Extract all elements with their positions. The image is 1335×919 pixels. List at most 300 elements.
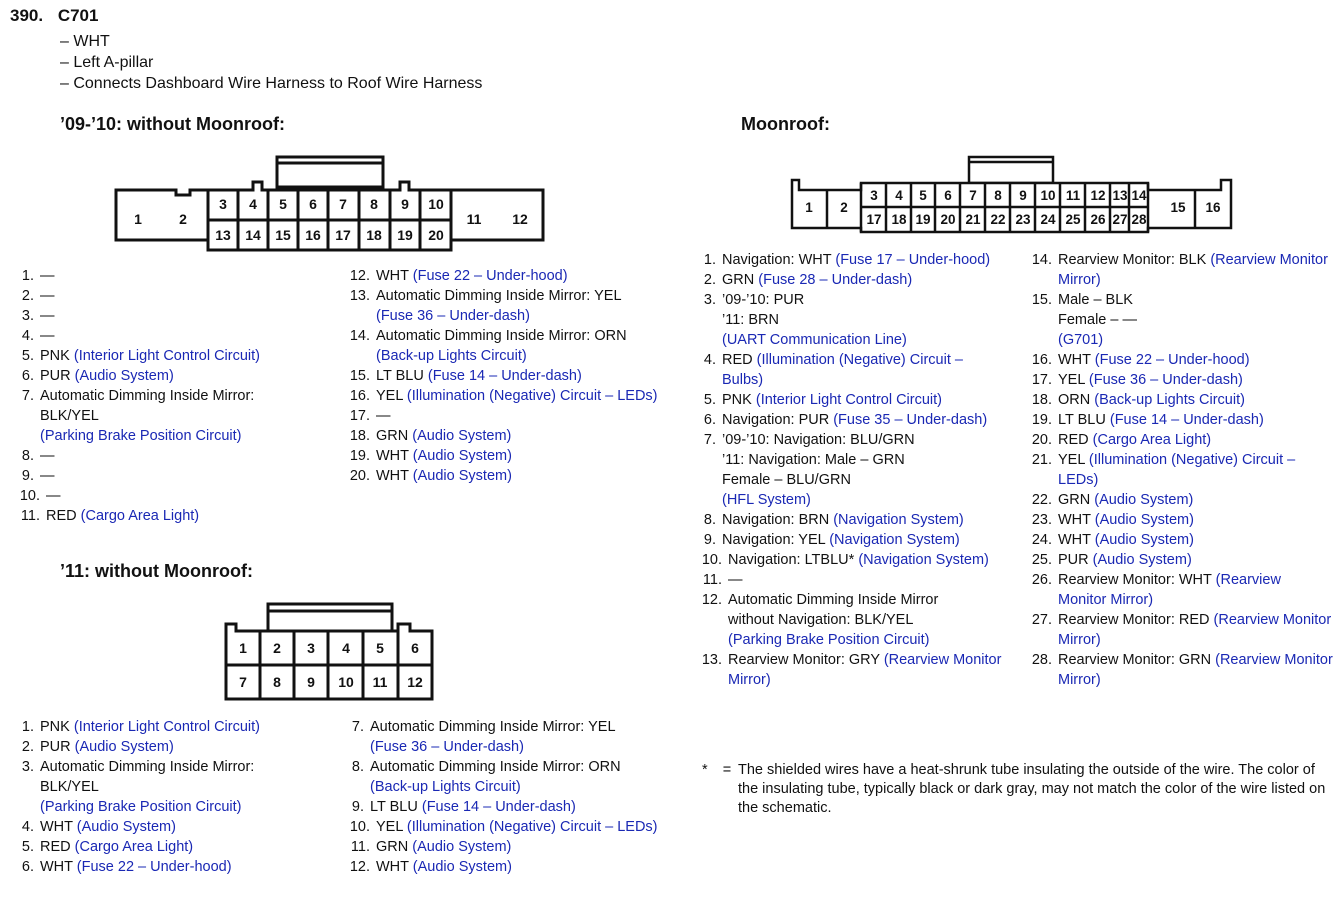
circuit-reference: (Fuse 14 – Under-dash) [421,799,576,815]
pin-description [1058,350,1250,370]
circuit-reference: (Audio System) [1094,512,1194,528]
pin-number: 8. [703,512,716,528]
pin-label: 9 [307,674,315,690]
pin-description [40,817,176,837]
wire-color: PUR [1058,552,1089,568]
pin-description [728,650,1008,690]
pin-list-item [336,797,676,817]
pin-label: 2 [179,211,187,227]
pin-label: 11 [466,211,482,227]
pin-label: 25 [1065,212,1081,227]
wire-color: WHT [1058,532,1091,548]
pin-description [370,757,621,797]
header-details [60,31,482,94]
pin-list-item [336,757,676,797]
pin-list-item [688,270,1008,290]
pin-label: 3 [870,188,878,203]
wire-color: Rearview Monitor: GRN [1058,652,1212,668]
circuit-reference: (Cargo Area Light) [1092,432,1212,448]
pin-list-item [6,757,326,817]
pin-description [376,837,511,857]
pin-list-item [6,266,326,286]
pin-description [1058,510,1194,530]
pin-number: 13. [349,288,370,304]
pin-number: 16. [349,388,370,404]
pin-label: 16 [305,227,321,243]
wire-color: — [46,488,61,504]
pin-label: 10 [428,196,444,212]
wire-color: LT BLU [1058,412,1106,428]
circuit-reference: (Rearview Monitor Mirror) [1058,252,1328,288]
pin-label: 15 [1170,200,1186,215]
header-line-color: – WHT [60,33,110,50]
pin-label: 2 [840,200,848,215]
circuit-reference: (Audio System) [76,819,176,835]
wire-color: PNK [40,719,70,735]
wire-color: Automatic Dimming Inside Mirror: BLK/YEL [40,388,255,424]
circuit-reference: (Audio System) [1092,552,1192,568]
pin-description [722,270,912,290]
pin-description [722,530,960,550]
pin-list-moonroof-left [688,250,1008,690]
pin-list-item [6,286,326,306]
pin-number: 11. [20,508,40,524]
pin-list-item [1018,450,1333,490]
pin-label: 15 [275,227,291,243]
pin-number: 1. [703,252,716,268]
pin-label: 14 [245,227,261,243]
pin-number: 6. [21,368,34,384]
pin-number: 17. [1031,372,1052,388]
pin-number: 1. [21,719,34,735]
pin-list-item [336,837,676,857]
circuit-reference: (Audio System) [74,739,174,755]
pin-list-item [6,486,326,506]
pin-label: 17 [866,212,882,227]
pin-list-item [6,326,326,346]
pin-label: 14 [1131,188,1147,203]
circuit-reference: (Back-up Lights Circuit) [376,348,527,364]
pin-description [722,430,915,510]
pin-number: 11. [702,572,722,588]
pin-list-item [6,306,326,326]
pin-label: 6 [309,196,317,212]
circuit-reference: (Cargo Area Light) [74,839,194,855]
pin-number: 14. [1031,252,1052,268]
circuit-reference: (Rearview Monitor Mirror) [1058,612,1332,648]
pin-number: 12. [701,592,722,608]
pin-label: 8 [273,674,281,690]
pin-label: 3 [219,196,227,212]
pin-number: 24. [1031,532,1052,548]
pin-list-11-right [336,717,676,877]
pin-label: 5 [279,196,287,212]
pin-description [722,350,1008,390]
pin-description [40,717,260,737]
pin-list-11-left [6,717,326,877]
pin-description [1058,250,1333,290]
pin-number: 9. [703,532,716,548]
pin-description [376,426,511,446]
wire-color: Automatic Dimming Inside Mirror: BLK/YEL [40,759,255,795]
pin-description [40,757,254,817]
pin-label: 18 [366,227,382,243]
pin-label: 21 [965,212,981,227]
pin-number: 13. [701,652,722,668]
pin-description [40,286,55,306]
pin-label: 11 [372,674,388,690]
pin-description [1058,390,1245,410]
wire-color: — [376,408,391,424]
pin-number: 27. [1031,612,1052,628]
pin-list-item [6,386,326,446]
pin-description [40,326,55,346]
pin-label: 12 [1090,188,1106,203]
pin-number: 15. [1031,292,1052,308]
wire-color: RED [46,508,77,524]
pin-description [1058,450,1333,490]
wire-color: ORN [1058,392,1091,408]
circuit-reference: (Illumination (Negative) Circuit – Bulbs) [722,352,963,388]
pin-list-item [688,590,1008,650]
pin-label: 4 [342,640,350,656]
pin-number: 12. [349,859,370,875]
circuit-reference: (Navigation System) [833,512,964,528]
pin-number: 3. [21,308,34,324]
pin-description [376,366,582,386]
circuit-reference: (Audio System) [1094,492,1194,508]
circuit-reference: (Fuse 14 – Under-dash) [427,368,582,384]
pin-number: 14. [349,328,370,344]
pin-number: 22. [1031,492,1052,508]
pin-number: 7. [703,432,716,448]
pin-label: 17 [335,227,351,243]
pin-label: 6 [411,640,419,656]
pin-description [1058,650,1333,690]
pin-list-item [6,737,326,757]
pin-list-item [688,430,1008,510]
wire-color: Rearview Monitor: BLK [1058,252,1207,268]
pin-description [40,266,55,286]
pin-description [1058,490,1193,510]
pin-list-item [336,426,676,446]
pin-number: 1. [21,268,34,284]
circuit-reference: (UART Communication Line) [722,332,907,348]
pin-number: 10. [349,819,370,835]
pin-number: 3. [21,759,34,775]
pin-list-item [336,386,676,406]
wire-color: Automatic Dimming Inside Mirror: ORN [376,328,627,344]
wire-color: — [40,268,55,284]
pin-list-item [1018,530,1333,550]
pin-list-item [688,650,1008,690]
pin-number: 28. [1031,652,1052,668]
circuit-reference: (Fuse 36 – Under-dash) [376,308,530,324]
connector-0910-diagram [110,150,550,255]
pin-label: 27 [1112,212,1128,227]
pin-label: 7 [239,674,247,690]
pin-number: 21. [1031,452,1052,468]
pin-description [40,737,174,757]
pin-number: 9. [21,468,34,484]
pin-number: 4. [703,352,716,368]
circuit-reference: (Navigation System) [858,552,989,568]
pin-label: 5 [919,188,927,203]
pin-number: 12. [349,268,370,284]
pin-description [40,366,174,386]
wire-color: WHT [40,859,73,875]
circuit-reference: (Fuse 22 – Under-hood) [1094,352,1250,368]
pin-list-item [6,717,326,737]
wire-color: GRN [376,839,409,855]
wire-color: Rearview Monitor: WHT [1058,572,1212,588]
footnote-mark: * [702,762,708,778]
pin-number: 18. [349,428,370,444]
pin-description [376,266,568,286]
circuit-reference: (Interior Light Control Circuit) [73,719,261,735]
circuit-reference: (Back-up Lights Circuit) [1094,392,1245,408]
circuit-reference: (Cargo Area Light) [80,508,200,524]
wire-color: — [40,288,55,304]
pin-list-item [6,346,326,366]
pin-list-item [336,817,676,837]
pin-label: 12 [407,674,423,690]
wire-color: RED [1058,432,1089,448]
pin-number: 25. [1031,552,1052,568]
wire-color: YEL [1058,372,1085,388]
pin-list-item [336,286,676,326]
section-title-0910: ’09-’10: without Moonroof: [60,114,285,134]
pin-list-item [1018,290,1333,350]
pin-list-item [6,857,326,877]
pin-label: 6 [944,188,952,203]
wire-color: Navigation: YEL [722,532,826,548]
wire-color: ’09-’10: Navigation: BLU/GRN ’11: Navigation: Male – GRN Female – BLU/GRN [722,432,915,488]
pin-list-item [336,326,676,366]
wire-color: — [40,448,55,464]
connector-11-diagram [220,598,440,706]
pin-label: 23 [1015,212,1031,227]
pin-list-item [688,250,1008,270]
circuit-reference: (Rearview Monitor Mirror) [728,652,1002,688]
pin-list-item [1018,610,1333,650]
pin-description [1058,530,1194,550]
wire-color: Navigation: WHT [722,252,832,268]
pin-label: 18 [891,212,907,227]
circuit-reference: (Audio System) [412,428,512,444]
pin-list-item [6,506,326,526]
circuit-reference: (Illumination (Negative) Circuit – LEDs) [406,819,658,835]
circuit-reference: (Fuse 17 – Under-hood) [835,252,991,268]
pin-label: 13 [215,227,231,243]
pin-list-item [688,410,1008,430]
wire-color: — [728,572,743,588]
wire-color: Automatic Dimming Inside Mirror: YEL [376,288,622,304]
section-title-moonroof: Moonroof: [741,114,830,134]
pin-description [40,837,193,857]
wire-color: ’09-’10: PUR ’11: BRN [722,292,805,328]
circuit-reference: (Interior Light Control Circuit) [755,392,943,408]
circuit-reference: (Audio System) [412,839,512,855]
circuit-reference: (Fuse 36 – Under-dash) [370,739,524,755]
pin-number: 2. [703,272,716,288]
pin-number: 4. [21,328,34,344]
pin-label: 1 [239,640,247,656]
pin-list-item [688,510,1008,530]
pin-number: 7. [351,719,364,735]
pin-label: 19 [915,212,931,227]
pin-list-item [1018,550,1333,570]
wire-color: YEL [1058,452,1085,468]
section-title-11: ’11: without Moonroof: [60,561,253,581]
pin-list-item [1018,430,1333,450]
pin-list-item [688,550,1008,570]
pin-description [376,817,658,837]
pin-description [376,446,512,466]
circuit-reference: (HFL System) [722,492,811,508]
circuit-reference: (Fuse 22 – Under-hood) [76,859,232,875]
pin-number: 18. [1031,392,1052,408]
pin-number: 8. [351,759,364,775]
pin-label: 2 [273,640,281,656]
wire-color: LT BLU [376,368,424,384]
wire-color: RED [722,352,753,368]
pin-list-0910-left [6,266,326,526]
wire-color: LT BLU [370,799,418,815]
pin-description [376,326,627,366]
wire-color: WHT [1058,352,1091,368]
pin-list-item [336,446,676,466]
pin-label: 10 [338,674,354,690]
pin-label: 1 [805,200,813,215]
circuit-reference: (Rearview Monitor Mirror) [1058,652,1333,688]
pin-description [728,550,989,570]
pin-list-item [1018,650,1333,690]
circuit-reference: (Parking Brake Position Circuit) [40,428,242,444]
pin-list-item [1018,370,1333,390]
pin-label: 9 [1019,188,1027,203]
pin-list-moonroof-right [1018,250,1333,690]
wire-color: — [40,468,55,484]
pin-label: 13 [1112,188,1128,203]
pin-number: 26. [1031,572,1052,588]
pin-label: 5 [376,640,384,656]
pin-label: 20 [428,227,444,243]
wire-color: Rearview Monitor: GRY [728,652,880,668]
pin-label: 20 [940,212,956,227]
pin-description [376,286,622,326]
pin-label: 1 [134,211,142,227]
wire-color: Automatic Dimming Inside Mirror: YEL [370,719,616,735]
pin-description [728,590,938,650]
pin-number: 23. [1031,512,1052,528]
circuit-reference: (Back-up Lights Circuit) [370,779,521,795]
pin-description [722,250,990,270]
circuit-reference: (Fuse 14 – Under-dash) [1109,412,1264,428]
circuit-reference: (Fuse 28 – Under-dash) [758,272,913,288]
pin-list-item [1018,510,1333,530]
pin-number: 6. [703,412,716,428]
pin-label: 16 [1205,200,1221,215]
pin-description [722,510,964,530]
wire-color: — [40,328,55,344]
pin-description [1058,610,1333,650]
pin-label: 8 [370,196,378,212]
pin-description [46,486,61,506]
pin-list-item [688,570,1008,590]
pin-description [728,570,743,590]
footnote [702,761,1328,818]
pin-number: 5. [21,348,34,364]
pin-label: 7 [339,196,347,212]
circuit-reference: (G701) [1058,332,1104,348]
wire-color: PNK [722,392,752,408]
pin-number: 19. [1031,412,1052,428]
circuit-reference: (Fuse 35 – Under-dash) [833,412,988,428]
wire-color: YEL [376,388,403,404]
wire-color: WHT [376,448,409,464]
pin-label: 9 [401,196,409,212]
pin-list-item [688,350,1008,390]
circuit-reference: (Audio System) [412,859,512,875]
pin-list-item [688,290,1008,350]
pin-label: 19 [397,227,413,243]
pin-description [46,506,199,526]
pin-label: 22 [990,212,1006,227]
pin-number: 2. [21,739,34,755]
wire-color: Navigation: PUR [722,412,830,428]
pin-description [370,797,576,817]
wire-color: WHT [376,859,409,875]
pin-list-item [6,446,326,466]
wire-color: RED [40,839,71,855]
pin-number: 11. [350,839,370,855]
pin-list-item [1018,250,1333,290]
pin-list-item [336,266,676,286]
wire-color: PNK [40,348,70,364]
wire-color: YEL [376,819,403,835]
wire-color: — [40,308,55,324]
pin-description [1058,570,1333,610]
pin-list-item [1018,490,1333,510]
pin-description [376,466,512,486]
pin-number: 19. [349,448,370,464]
pin-number: 6. [21,859,34,875]
pin-description [40,346,260,366]
circuit-reference: (Parking Brake Position Circuit) [40,799,242,815]
pin-description [1058,430,1211,450]
wire-color: WHT [376,268,409,284]
pin-list-item [6,466,326,486]
pin-description [722,290,907,350]
pin-description [40,466,55,486]
pin-list-item [1018,350,1333,370]
wire-color: WHT [40,819,73,835]
pin-number: 20. [1031,432,1052,448]
pin-list-item [1018,410,1333,430]
circuit-reference: (Parking Brake Position Circuit) [728,632,930,648]
circuit-reference: (Illumination (Negative) Circuit – LEDs) [1058,452,1296,488]
pin-description [370,717,616,757]
pin-description [722,390,942,410]
pin-label: 4 [895,188,903,203]
header-line-location: – Left A-pillar [60,54,154,71]
pin-list-item [6,817,326,837]
pin-label: 8 [994,188,1002,203]
header-line-connects: – Connects Dashboard Wire Harness to Roof Wire Harness [60,75,483,92]
wire-color: Automatic Dimming Inside Mirror without Navigation: BLK/YEL [728,592,939,628]
pin-label: 28 [1131,212,1147,227]
